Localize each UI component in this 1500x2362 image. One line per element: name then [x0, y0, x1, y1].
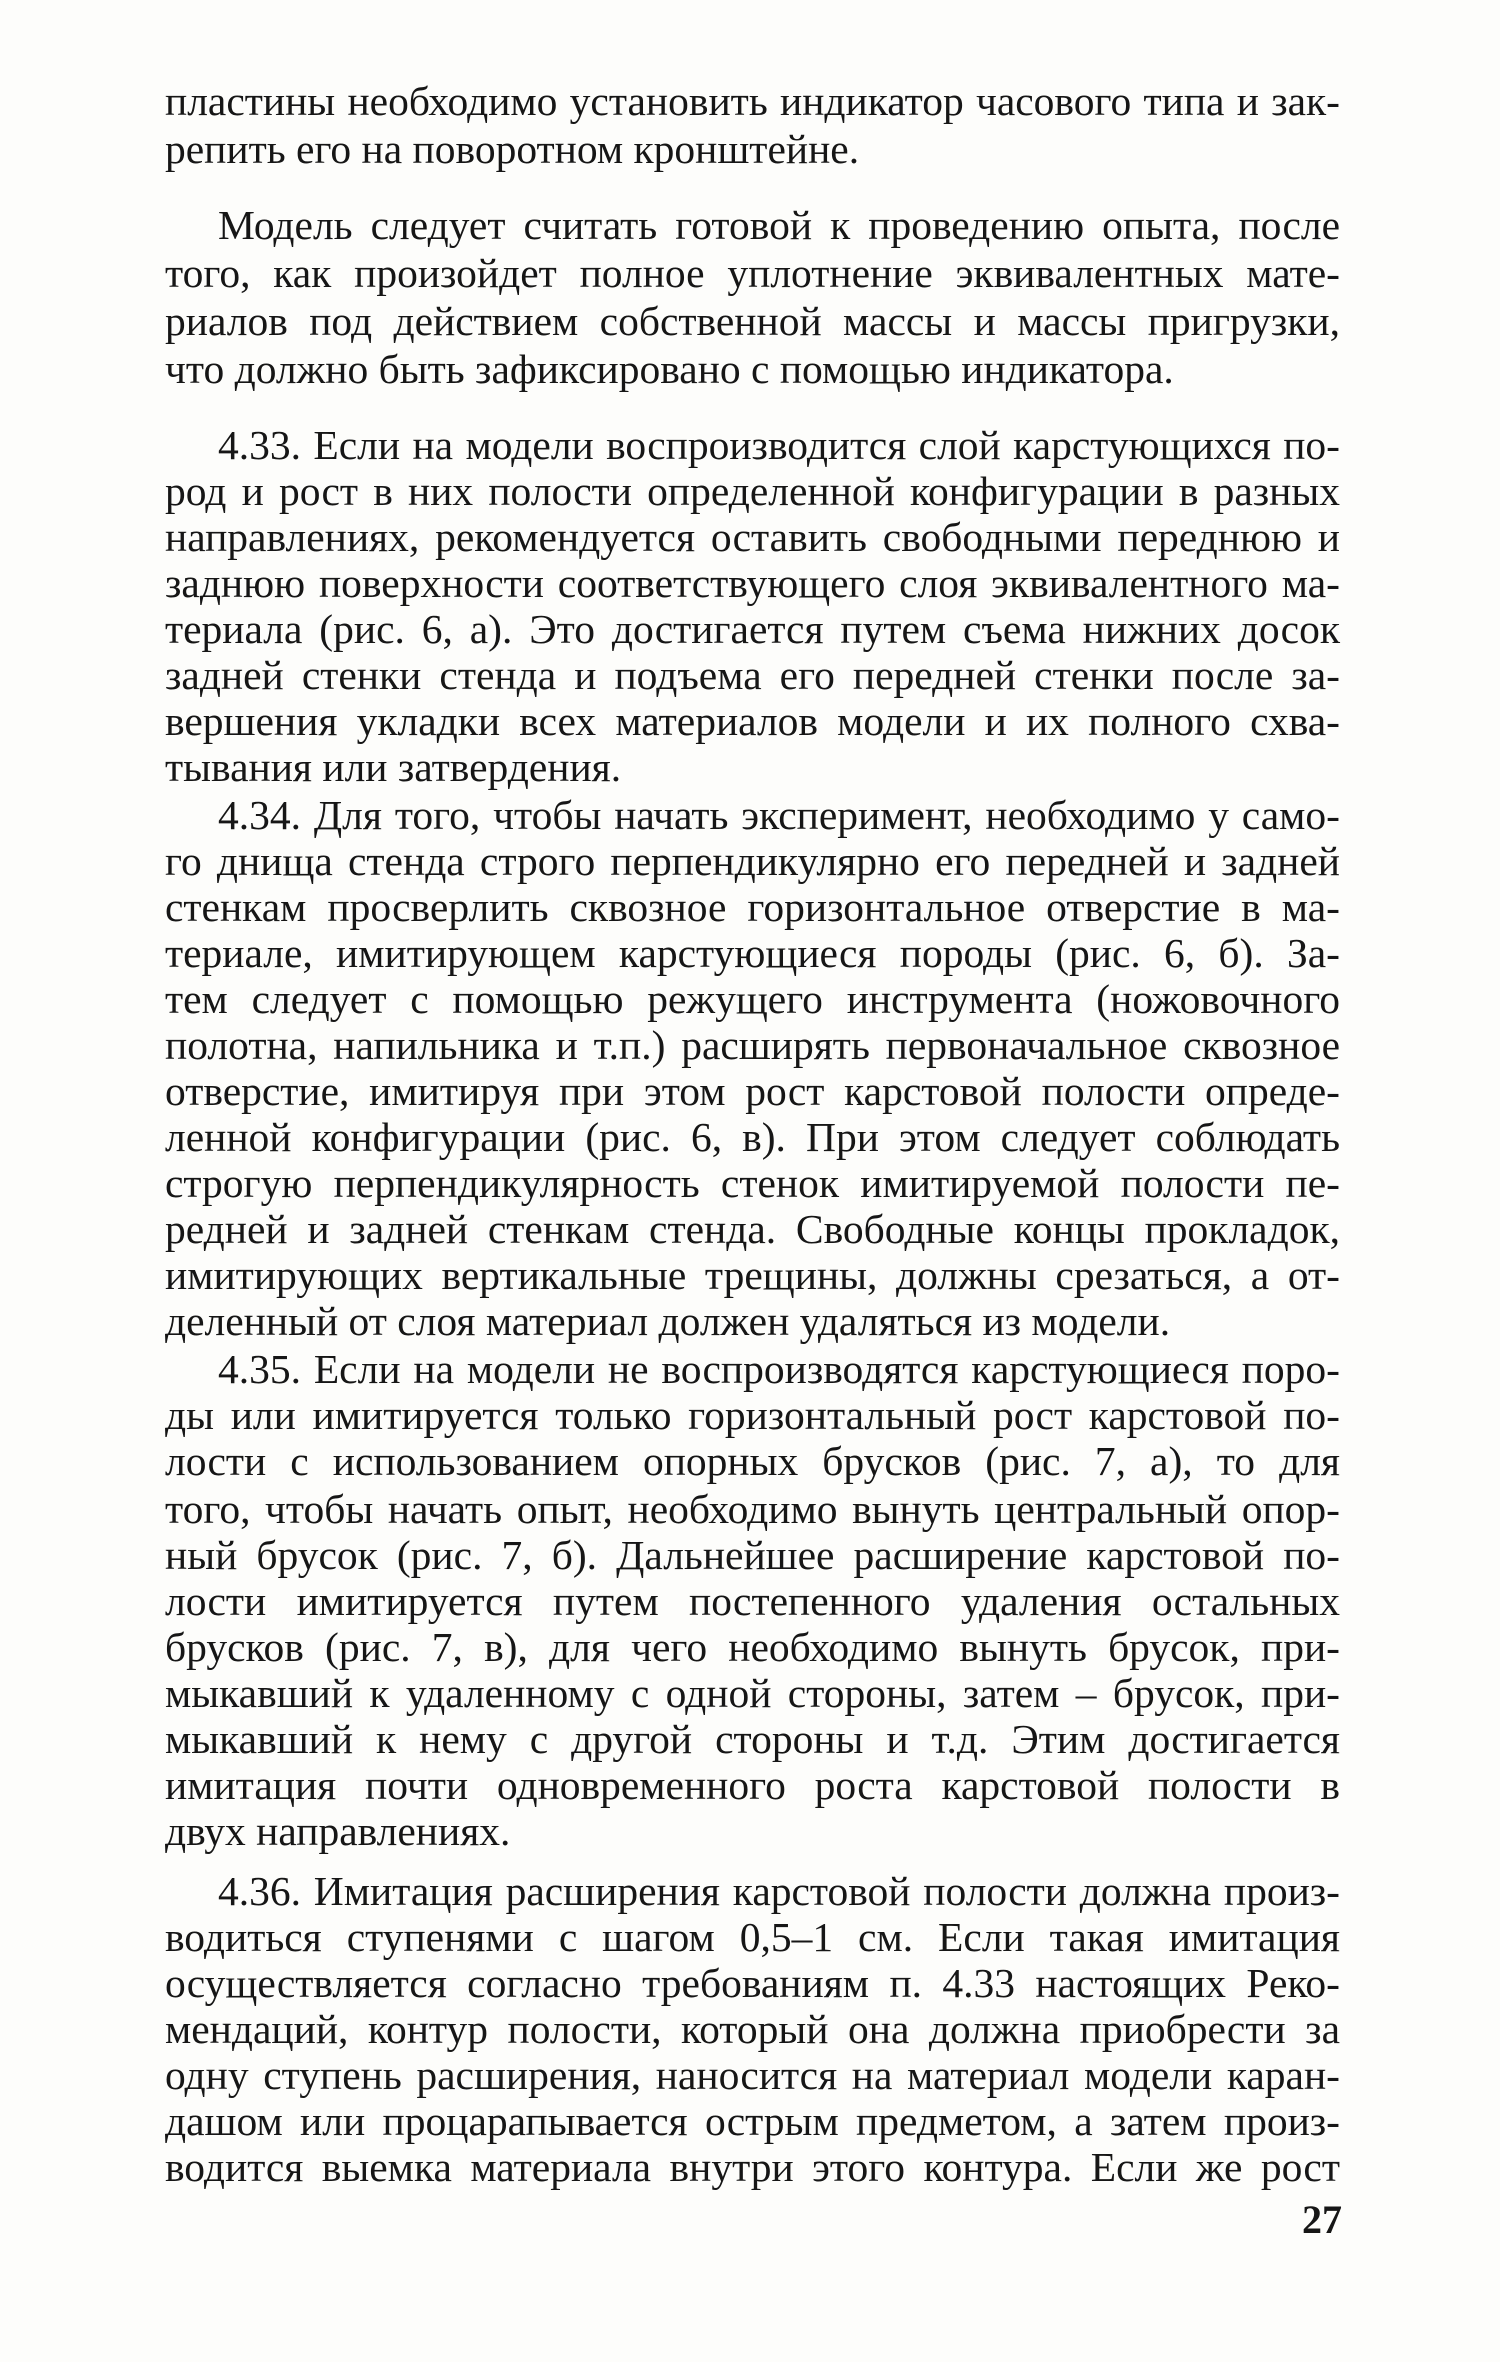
text-line: мендаций, контур полости, который она должна приобрести за: [165, 2006, 1340, 2052]
text-line: строгую перпендикулярность стенок имитируемой полости пе-: [165, 1160, 1340, 1206]
text-line: водится выемка материала внутри этого контура. Если же рост: [165, 2144, 1340, 2190]
text-line: водиться ступенями с шагом 0,5–1 см. Если такая имитация: [165, 1914, 1340, 1960]
text-line: ный брусок (рис. 7, б). Дальнейшее расширение карстовой по-: [165, 1532, 1340, 1578]
text-line: мыкавший к нему с другой стороны и т.д. Этим достигается: [165, 1716, 1340, 1762]
text-line: направлениях, рекомендуется оставить свободными переднюю и: [165, 514, 1340, 560]
text-line: мыкавший к удаленному с одной стороны, затем – брусок, при-: [165, 1670, 1340, 1716]
paragraph-first-line: 4.33. Если на модели воспроизводится слой карстующихся по-: [218, 422, 1340, 468]
paragraph-first-line: 4.34. Для того, чтобы начать эксперимент, необходимо у само-: [218, 792, 1340, 838]
text-line: того, чтобы начать опыт, необходимо вынуть центральный опор-: [165, 1486, 1340, 1532]
text-line: одну ступень расширения, наносится на материал модели каран-: [165, 2052, 1340, 2098]
text-line: род и рост в них полости определенной конфигурации в разных: [165, 468, 1340, 514]
text-line: того, как произойдет полное уплотнение эквивалентных мате-: [165, 250, 1340, 296]
text-line: брусков (рис. 7, в), для чего необходимо вынуть брусок, при-: [165, 1624, 1340, 1670]
text-line: вершения укладки всех материалов модели и их полного схва-: [165, 698, 1340, 744]
text-line: что должно быть зафиксировано с помощью индикатора.: [165, 346, 1174, 392]
text-line: риалов под действием собственной массы и массы пригрузки,: [165, 298, 1340, 344]
text-line: го днища стенда строго перпендикулярно его передней и задней: [165, 838, 1340, 884]
text-line: деленный от слоя материал должен удаляться из модели.: [165, 1298, 1171, 1344]
text-line: лости имитируется путем постепенного удаления остальных: [165, 1578, 1340, 1624]
text-line: редней и задней стенкам стенда. Свободные концы прокладок,: [165, 1206, 1340, 1252]
text-line: ды или имитируется только горизонтальный рост карстовой по-: [165, 1392, 1340, 1438]
paragraph-first-line: Модель следует считать готовой к проведению опыта, после: [218, 202, 1340, 248]
text-line: полотна, напильника и т.п.) расширять первоначальное сквозное: [165, 1022, 1340, 1068]
text-line: тем следует с помощью режущего инструмента (ножовочного: [165, 976, 1340, 1022]
text-line: заднюю поверхности соответствующего слоя эквивалентного ма-: [165, 560, 1340, 606]
text-line: териале, имитирующем карстующиеся породы (рис. 6, б). За-: [165, 930, 1340, 976]
paragraph-first-line: 4.36. Имитация расширения карстовой полости должна произ-: [218, 1868, 1340, 1914]
text-line: пластины необходимо установить индикатор часового типа и зак-: [165, 78, 1340, 124]
text-line: двух направлениях.: [165, 1808, 511, 1854]
text-line: тывания или затвердения.: [165, 744, 622, 790]
text-line: дашом или процарапывается острым предметом, а затем произ-: [165, 2098, 1340, 2144]
text-line: териала (рис. 6, а). Это достигается путем съема нижних досок: [165, 606, 1340, 652]
text-line: стенкам просверлить сквозное горизонтальное отверстие в ма-: [165, 884, 1340, 930]
text-line: репить его на поворотном кронштейне.: [165, 126, 860, 172]
page-number: 27: [1302, 2197, 1342, 2242]
paragraph-first-line: 4.35. Если на модели не воспроизводятся карстующиеся поро-: [218, 1346, 1340, 1392]
text-line: ленной конфигурации (рис. 6, в). При этом следует соблюдать: [165, 1114, 1340, 1160]
text-line: осуществляется согласно требованиям п. 4.33 настоящих Реко-: [165, 1960, 1340, 2006]
text-line: задней стенки стенда и подъема его передней стенки после за-: [165, 652, 1340, 698]
text-line: отверстие, имитируя при этом рост карстовой полости опреде-: [165, 1068, 1340, 1114]
text-line: имитирующих вертикальные трещины, должны срезаться, а от-: [165, 1252, 1340, 1298]
text-line: лости с использованием опорных брусков (рис. 7, а), то для: [165, 1438, 1340, 1484]
text-line: имитация почти одновременного роста карстовой полости в: [165, 1762, 1340, 1808]
